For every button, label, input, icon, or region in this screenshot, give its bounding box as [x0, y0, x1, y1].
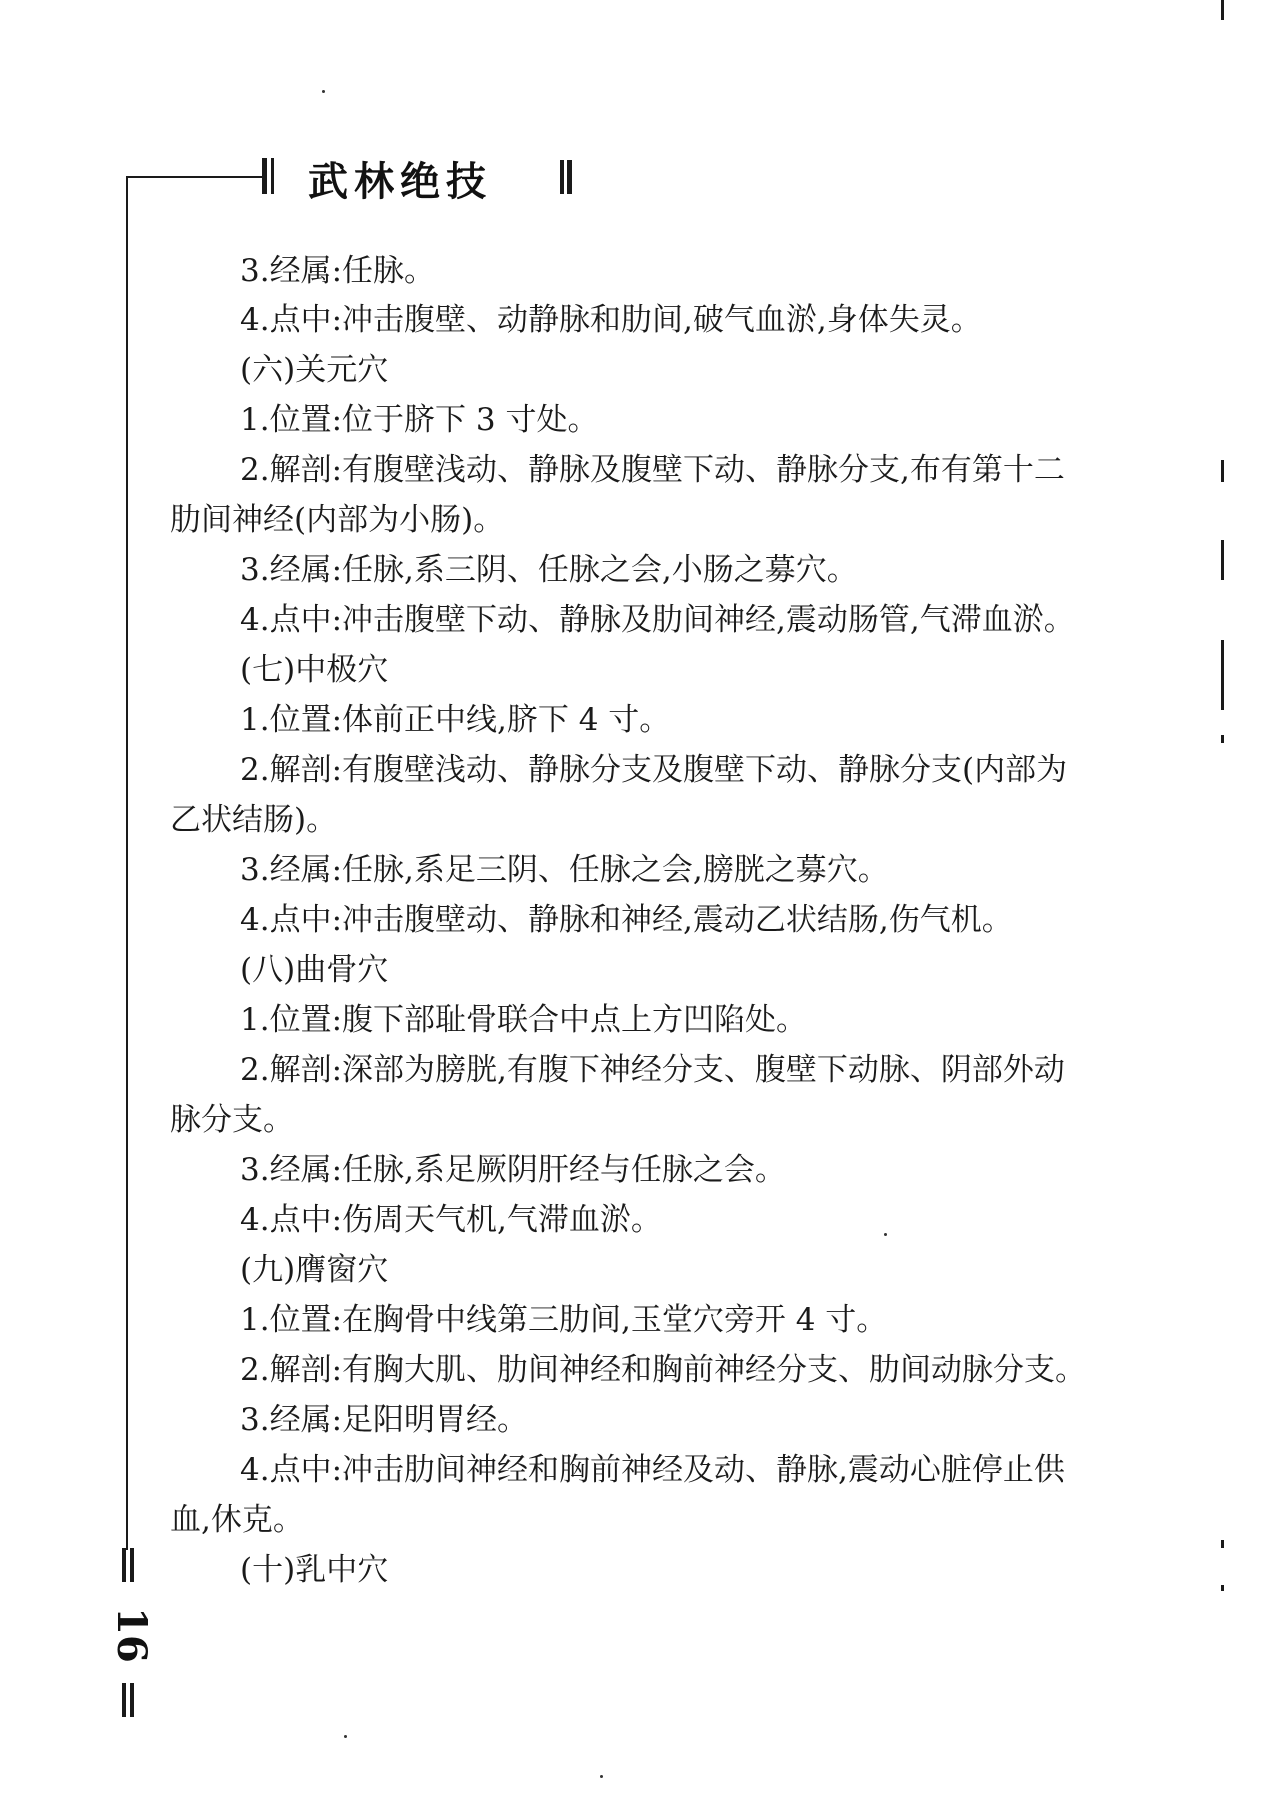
paragraph-line: 3.经属:任脉,系三阴、任脉之会,小肠之募穴。 [240, 552, 858, 588]
binding-edge [1221, 0, 1224, 1809]
header-rule [126, 176, 264, 178]
paragraph-line: 3.经属:足阳明胃经。 [240, 1402, 529, 1438]
section-heading: (九)膺窗穴 [240, 1252, 389, 1288]
scan-speck [344, 1735, 347, 1738]
section-heading: (七)中极穴 [240, 652, 389, 688]
section-heading: (十)乳中穴 [240, 1552, 389, 1588]
paragraph-line: 4.点中:冲击腹壁下动、静脉及肋间神经,震动肠管,气滞血淤。 [240, 602, 1075, 638]
margin-rule [126, 176, 128, 1550]
header-bar-left-thin [271, 158, 274, 194]
header-bar-right [567, 160, 572, 194]
scan-speck [884, 1233, 887, 1236]
paragraph-line: 1.位置:腹下部耻骨联合中点上方凹陷处。 [240, 1002, 808, 1038]
paragraph-line: 1.位置:体前正中线,脐下 4 寸。 [240, 702, 671, 738]
paragraph-line: 2.解剖:有腹壁浅动、静脉及腹壁下动、静脉分支,布有第十二 [240, 452, 1065, 488]
header-bar-right-thin [560, 160, 564, 194]
scan-speck [600, 1775, 603, 1778]
header-bar-left [262, 158, 267, 194]
scan-speck [322, 90, 325, 93]
paragraph-line: 3.经属:任脉,系足三阴、任脉之会,膀胱之募穴。 [240, 852, 889, 888]
paragraph-line: 1.位置:位于脐下 3 寸处。 [240, 402, 599, 438]
paragraph-line: 4.点中:伤周天气机,气滞血淤。 [240, 1202, 662, 1238]
page-number-bars-top [120, 1548, 142, 1582]
section-heading: (六)关元穴 [240, 352, 389, 388]
paragraph-line: 脉分支。 [170, 1102, 294, 1138]
paragraph-line: 4.点中:冲击腹壁动、静脉和神经,震动乙状结肠,伤气机。 [240, 902, 1013, 938]
paragraph-line: 4.点中:冲击腹壁、动静脉和肋间,破气血淤,身体失灵。 [240, 302, 982, 338]
paragraph-line: 3.经属:任脉。 [240, 253, 436, 289]
paragraph-line: 1.位置:在胸骨中线第三肋间,玉堂穴旁开 4 寸。 [240, 1302, 888, 1338]
page-number-bars-bottom [120, 1683, 142, 1717]
paragraph-line: 2.解剖:深部为膀胱,有腹下神经分支、腹壁下动脉、阴部外动 [240, 1052, 1065, 1088]
paragraph-line: 乙状结肠)。 [170, 802, 338, 838]
paragraph-line: 血,休克。 [170, 1502, 304, 1538]
page-number: 16 [108, 1607, 155, 1663]
section-heading: (八)曲骨穴 [240, 952, 389, 988]
running-header-title: 武林绝技 [308, 159, 492, 205]
paragraph-line: 肋间神经(内部为小肠)。 [170, 502, 505, 538]
paragraph-line: 4.点中:冲击肋间神经和胸前神经及动、静脉,震动心脏停止供 [240, 1452, 1065, 1488]
paragraph-line: 3.经属:任脉,系足厥阴肝经与任脉之会。 [240, 1152, 786, 1188]
paragraph-line: 2.解剖:有胸大肌、肋间神经和胸前神经分支、肋间动脉分支。 [240, 1352, 1087, 1388]
paragraph-line: 2.解剖:有腹壁浅动、静脉分支及腹壁下动、静脉分支(内部为 [240, 752, 1068, 788]
